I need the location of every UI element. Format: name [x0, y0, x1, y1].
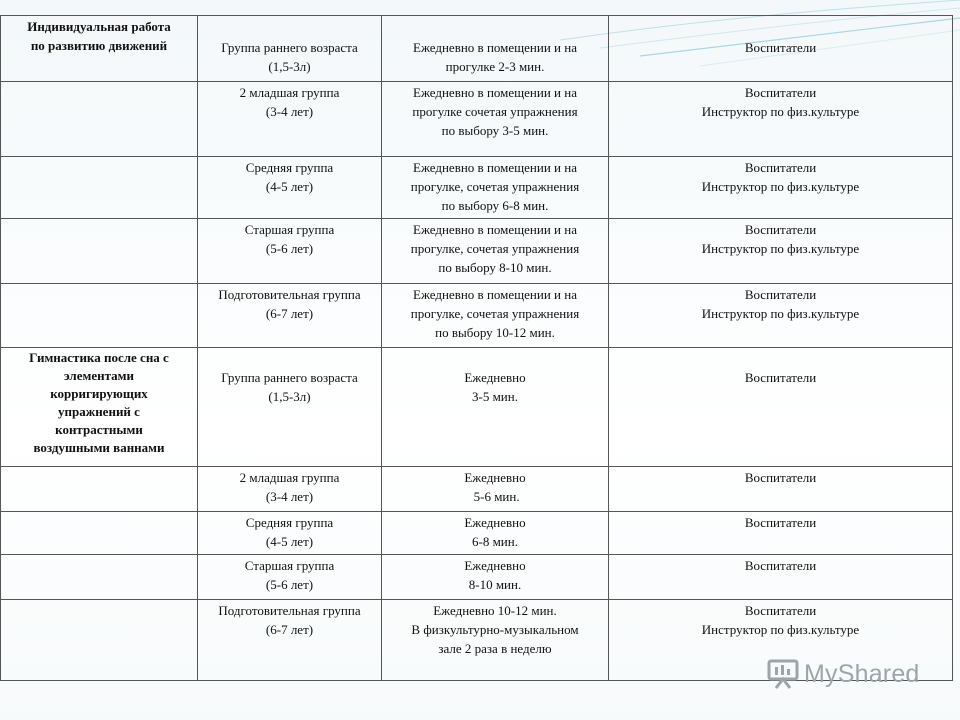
- section-title-cell: [1, 16, 198, 82]
- responsible-line: Воспитатели: [744, 222, 817, 237]
- group-cell: [198, 157, 382, 219]
- section-title-cell: [1, 348, 198, 467]
- frequency-line: прогулке 2-3 мин.: [445, 59, 545, 74]
- frequency-line: 6-8 мин.: [472, 534, 518, 549]
- schedule-table: [0, 15, 953, 681]
- section-title-line: элементами: [64, 368, 134, 383]
- responsible-line: Инструктор по физ.культуре: [701, 622, 860, 637]
- frequency-line: Ежедневно в помещении и на: [413, 160, 577, 175]
- frequency-line: по выбору 8-10 мин.: [438, 260, 552, 275]
- group-name: 2 младшая группа: [239, 85, 340, 100]
- group-age: (4-5 лет): [265, 534, 314, 549]
- responsible-line: Инструктор по физ.культуре: [701, 104, 860, 119]
- section-title-line: Гимнастика после сна с: [29, 350, 169, 365]
- group-cell: [198, 512, 382, 555]
- projector-screen-icon: [766, 658, 800, 690]
- frequency-cell: [382, 219, 609, 284]
- table-row: [1, 348, 953, 467]
- empty-cell: [1, 157, 198, 219]
- empty-cell: [1, 219, 198, 284]
- group-cell: [198, 600, 382, 681]
- group-name: Средняя группа: [245, 160, 334, 175]
- group-cell: [198, 82, 382, 157]
- table-row: [1, 157, 953, 219]
- section-title-line: воздушными ваннами: [33, 440, 165, 455]
- empty-cell: [1, 555, 198, 600]
- group-age: (3-4 лет): [265, 104, 314, 119]
- frequency-cell: [382, 348, 609, 467]
- group-age: (1,5-3л): [268, 389, 311, 404]
- responsible-cell: [609, 16, 953, 82]
- group-name: Группа раннего возраста: [221, 40, 358, 55]
- frequency-line: Ежедневно 10-12 мин.: [433, 603, 557, 618]
- group-name: Подготовительная группа: [218, 603, 361, 618]
- table-row: [1, 467, 953, 512]
- frequency-cell: [382, 555, 609, 600]
- frequency-line: Ежедневно: [464, 515, 526, 530]
- frequency-cell: [382, 157, 609, 219]
- empty-cell: [1, 467, 198, 512]
- frequency-line: прогулке, сочетая упражнения: [410, 179, 580, 194]
- section-title-line: по развитию движений: [30, 38, 168, 53]
- group-age: (6-7 лет): [265, 306, 314, 321]
- responsible-cell: [609, 82, 953, 157]
- group-name: Группа раннего возраста: [221, 370, 358, 385]
- responsible-line: Инструктор по физ.культуре: [701, 241, 860, 256]
- group-age: (3-4 лет): [265, 489, 314, 504]
- frequency-line: Ежедневно в помещении и на: [413, 287, 577, 302]
- responsible-cell: [609, 512, 953, 555]
- frequency-cell: [382, 600, 609, 681]
- responsible-line: Воспитатели: [744, 85, 817, 100]
- empty-cell: [1, 512, 198, 555]
- frequency-line: Ежедневно: [464, 370, 526, 385]
- table-row: [1, 284, 953, 348]
- section-title-line: контрастными: [55, 422, 143, 437]
- responsible-line: Инструктор по физ.культуре: [701, 306, 860, 321]
- responsible-line: Воспитатели: [744, 603, 817, 618]
- group-age: (5-6 лет): [265, 577, 314, 592]
- table-row: [1, 82, 953, 157]
- frequency-cell: [382, 82, 609, 157]
- frequency-cell: [382, 467, 609, 512]
- responsible-line: Воспитатели: [744, 470, 817, 485]
- group-age: (4-5 лет): [265, 179, 314, 194]
- frequency-line: 8-10 мин.: [468, 577, 522, 592]
- empty-cell: [1, 600, 198, 681]
- responsible-line: Воспитатели: [744, 40, 817, 55]
- frequency-cell: [382, 16, 609, 82]
- group-cell: [198, 16, 382, 82]
- watermark-text: MyShared: [804, 659, 920, 688]
- group-name: Подготовительная группа: [218, 287, 361, 302]
- frequency-line: прогулке, сочетая упражнения: [410, 306, 580, 321]
- group-name: Средняя группа: [245, 515, 334, 530]
- responsible-cell: [609, 219, 953, 284]
- group-name: 2 младшая группа: [239, 470, 340, 485]
- section-title-line: корригирующих: [50, 386, 148, 401]
- frequency-line: Ежедневно в помещении и на: [413, 85, 577, 100]
- group-name: Старшая группа: [244, 558, 335, 573]
- group-age: (6-7 лет): [265, 622, 314, 637]
- table-row: [1, 555, 953, 600]
- responsible-line: Воспитатели: [744, 287, 817, 302]
- responsible-cell: [609, 555, 953, 600]
- frequency-line: по выбору 10-12 мин.: [435, 325, 555, 340]
- group-name: Старшая группа: [244, 222, 335, 237]
- frequency-line: зале 2 раза в неделю: [438, 641, 552, 656]
- responsible-line: Воспитатели: [744, 515, 817, 530]
- group-age: (5-6 лет): [265, 241, 314, 256]
- group-cell: [198, 467, 382, 512]
- table-row: [1, 512, 953, 555]
- group-age: (1,5-3л): [268, 59, 311, 74]
- group-cell: [198, 348, 382, 467]
- frequency-line: В физкультурно-музыкальном: [411, 622, 579, 637]
- group-cell: [198, 555, 382, 600]
- responsible-cell: [609, 348, 953, 467]
- responsible-line: Инструктор по физ.культуре: [701, 179, 860, 194]
- frequency-line: Ежедневно: [464, 470, 526, 485]
- frequency-line: по выбору 6-8 мин.: [441, 198, 549, 213]
- watermark-logo: [766, 657, 920, 691]
- frequency-cell: [382, 284, 609, 348]
- frequency-line: Ежедневно в помещении и на: [413, 222, 577, 237]
- frequency-line: 5-6 мин.: [470, 489, 520, 504]
- responsible-cell: [609, 284, 953, 348]
- frequency-line: прогулке, сочетая упражнения: [410, 241, 580, 256]
- responsible-cell: [609, 157, 953, 219]
- responsible-line: Воспитатели: [744, 370, 817, 385]
- frequency-line: прогулке сочетая упражнения: [412, 104, 578, 119]
- group-cell: [198, 284, 382, 348]
- frequency-line: Ежедневно в помещении и на: [413, 40, 577, 55]
- section-title-line: Индивидуальная работа: [27, 19, 171, 34]
- frequency-line: по выбору 3-5 мин.: [441, 123, 549, 138]
- responsible-line: Воспитатели: [744, 558, 817, 573]
- group-cell: [198, 219, 382, 284]
- table-row: [1, 16, 953, 82]
- section-title-line: упражнений с: [58, 404, 140, 419]
- frequency-line: 3-5 мин.: [472, 389, 518, 404]
- responsible-cell: [609, 467, 953, 512]
- responsible-line: Воспитатели: [744, 160, 817, 175]
- empty-cell: [1, 82, 198, 157]
- table-row: [1, 219, 953, 284]
- frequency-line: Ежедневно: [464, 558, 526, 573]
- frequency-cell: [382, 512, 609, 555]
- empty-cell: [1, 284, 198, 348]
